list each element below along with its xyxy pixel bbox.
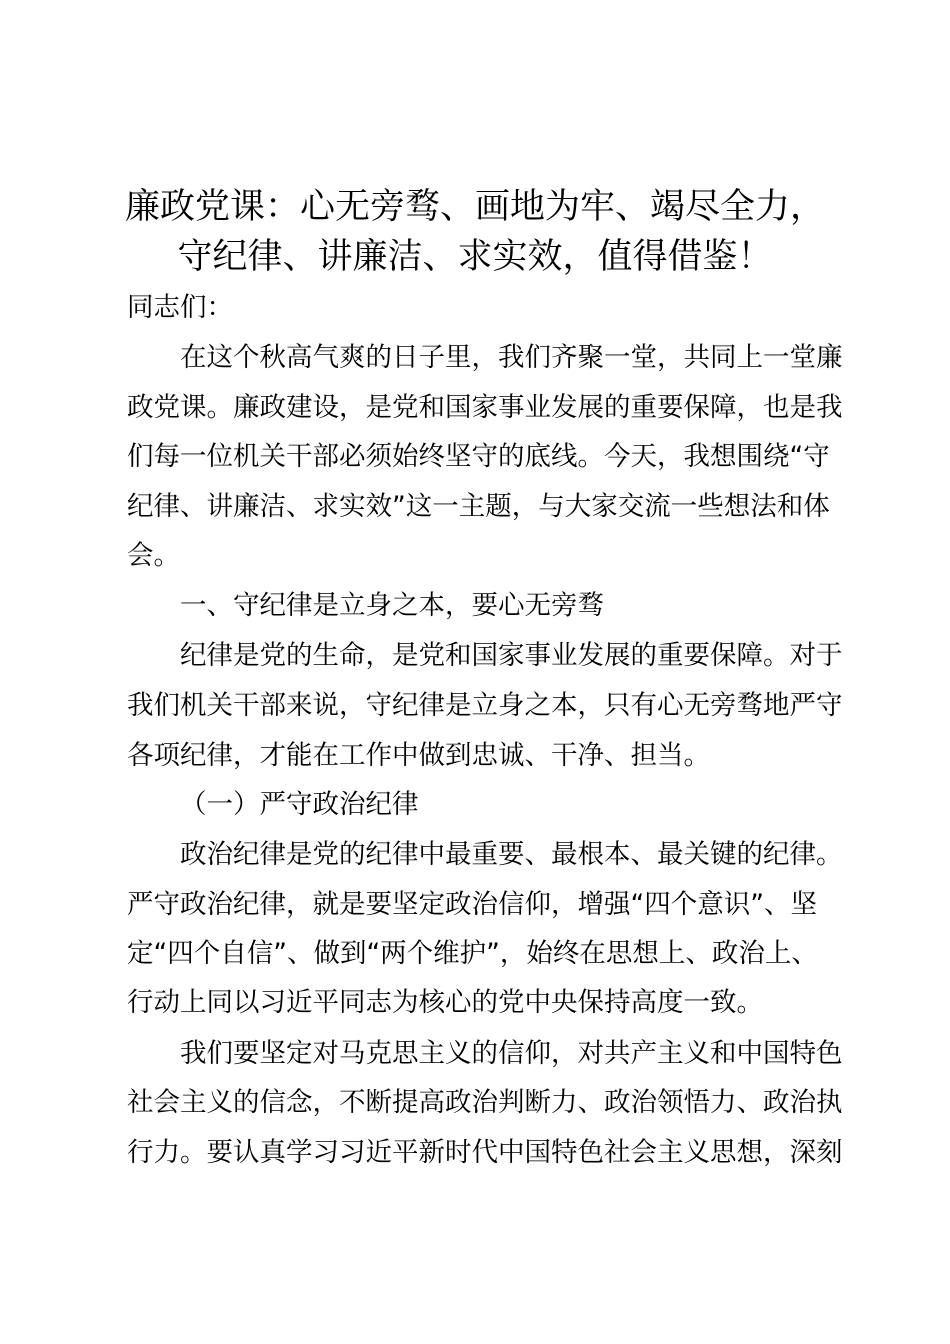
- paragraph-line: 严守政治纪律，就是要坚定政治信仰，增强“四个意识”、坚: [127, 889, 817, 920]
- paragraph-line: 纪律、讲廉洁、求实效”这一主题，与大家交流一些想法和体: [127, 491, 830, 522]
- paragraph-line: 我们机关干部来说，守纪律是立身之本，只有心无旁骛地严守: [127, 690, 843, 721]
- subsection-heading: （一）严守政治纪律: [180, 789, 419, 820]
- paragraph-line: 纪律是党的生命，是党和国家事业发展的重要保障。对于: [180, 640, 843, 671]
- paragraph-line: 们每一位机关干部必须始终坚守的底线。今天，我想围绕“守: [127, 441, 830, 472]
- paragraph-line: 政党课。廉政建设，是党和国家事业发展的重要保障，也是我: [127, 392, 843, 423]
- paragraph-line: 各项纪律，才能在工作中做到忠诚、干净、担当。: [127, 740, 710, 771]
- document-title-line-2: 守纪律、讲廉洁、求实效，值得借鉴！: [177, 237, 773, 277]
- document-title-line-1: 廉政党课：心无旁骛、画地为牢、竭尽全力，: [124, 187, 825, 227]
- paragraph-line: 社会主义的信念，不断提高政治判断力、政治领悟力、政治执: [127, 1087, 843, 1118]
- paragraph-line: 在这个秋高气爽的日子里，我们齐聚一堂，共同上一堂廉: [180, 342, 843, 373]
- salutation: 同志们：: [127, 292, 233, 323]
- paragraph-line: 政治纪律是党的纪律中最重要、最根本、最关键的纪律。: [180, 839, 843, 870]
- paragraph-line: 会。: [127, 540, 180, 571]
- paragraph-line: 行动上同以习近平同志为核心的党中央保持高度一致。: [127, 987, 763, 1018]
- paragraph-line: 我们要坚定对马克思主义的信仰，对共产主义和中国特色: [180, 1038, 843, 1069]
- paragraph-line: 定“四个自信”、做到“两个维护”，始终在思想上、政治上、: [127, 938, 818, 969]
- section-heading: 一、守纪律是立身之本，要心无旁骛: [180, 590, 604, 621]
- paragraph-line: 行力。要认真学习习近平新时代中国特色社会主义思想，深刻: [127, 1137, 843, 1168]
